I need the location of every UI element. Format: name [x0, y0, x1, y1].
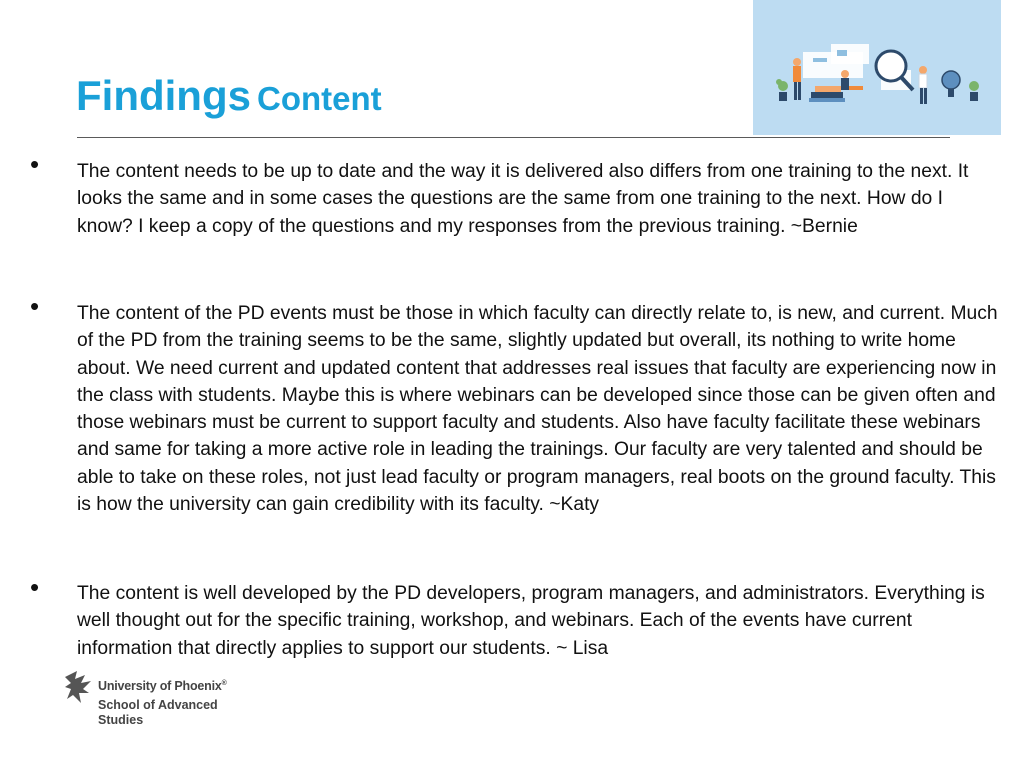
- logo-school-name: School of Advanced Studies: [98, 698, 218, 727]
- bullet: •: [30, 572, 40, 602]
- title-sub: Content: [256, 80, 382, 117]
- bullet: •: [30, 149, 40, 179]
- finding-quote-1: The content needs to be up to date and the way it is delivered also differs from one training to the next. It looks the same and in some cases the questions are the same from one training to the next. How do I know? I keep a copy of the questions and my responses from the previous training. ~Bernie: [77, 161, 969, 237]
- title-main: Findings: [76, 72, 251, 119]
- title-divider: [77, 137, 950, 138]
- university-logo: [63, 669, 243, 731]
- logo-university-name: University of Phoenix®: [98, 679, 227, 693]
- research-team-illustration-icon: [753, 0, 1001, 135]
- finding-quote-2: The content of the PD events must be those in which faculty can directly relate to, is new, and current. Much of the PD from the training seems to be the same, slightly updated but overall, its nothing to write home about. We need current and updated content that addresses real issues that faculty are experiencing now in the class with students. Maybe this is where webinars can be developed since those can be given often and those webinars must be current to support faculty and students. Also have faculty facilitate these webinars and same for taking a more active role in leading the trainings. Our faculty are very talented and should be able to take on these roles, not just lead faculty or program managers, real boots on the ground faculty. This is how the university can gain credibility with its faculty. ~Katy: [77, 303, 998, 516]
- finding-quote-3: The content is well developed by the PD developers, program managers, and administrators. Everything is well thought out for the specific training, workshop, and webinars. Each of the events have current information that directly applies to support our students. ~ Lisa: [77, 583, 985, 659]
- phoenix-logo-icon: [63, 669, 95, 709]
- bullet: •: [30, 291, 40, 321]
- page-title: [76, 72, 382, 120]
